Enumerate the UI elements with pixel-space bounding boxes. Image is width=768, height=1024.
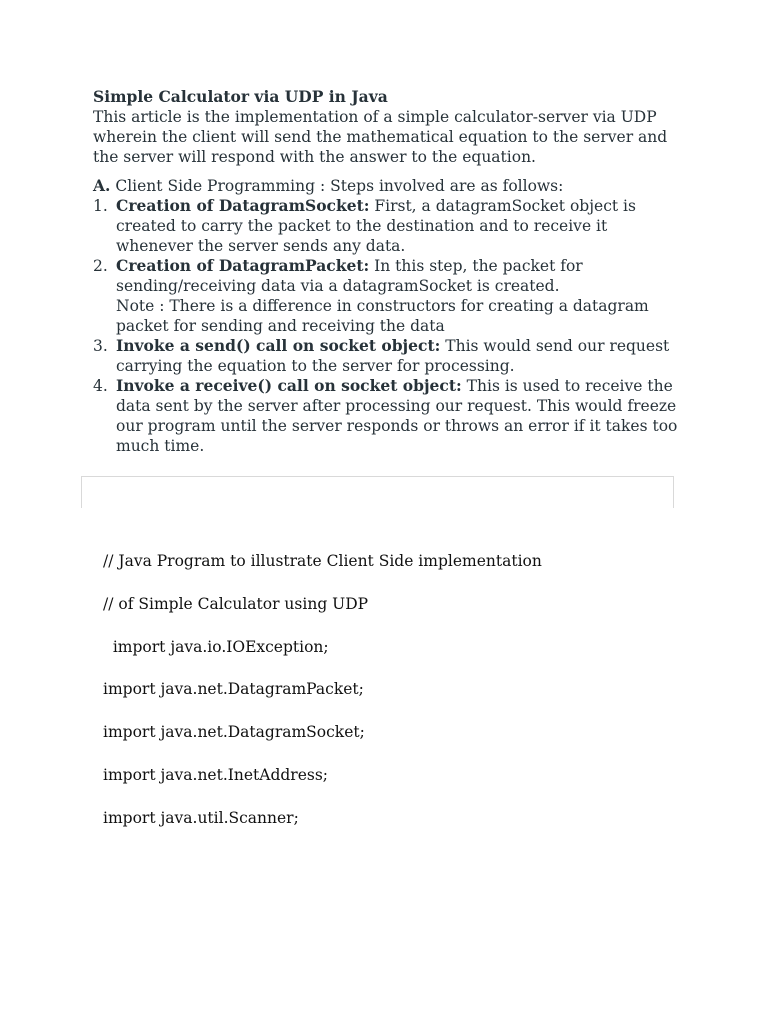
section-heading xyxy=(93,176,678,196)
step-text: First, a datagramSocket object is created to carry the packet to the destination and to receive it whenever the server sends any data. xyxy=(116,197,636,255)
code-line: import java.io.IOException; xyxy=(103,637,329,656)
step-text: This is used to receive the data sent by the server after processing our request. This would freeze our program until the server responds or throws an error if it takes too much time. xyxy=(116,377,678,455)
list-item xyxy=(93,196,678,256)
step-title: Invoke a send() call on socket object: xyxy=(116,336,441,355)
step-title: Invoke a receive() call on socket object: xyxy=(116,376,462,395)
code-line: import java.net.InetAddress; xyxy=(103,765,329,784)
article-title: Simple Calculator via UDP in Java xyxy=(93,87,388,106)
code-line: // Java Program to illustrate Client Side implementation xyxy=(103,552,542,570)
code-frame xyxy=(81,476,674,508)
steps-list xyxy=(93,196,678,456)
code-line: import java.util.Scanner; xyxy=(103,808,299,827)
code-block xyxy=(103,551,703,851)
code-line: import java.net.DatagramPacket; xyxy=(103,680,364,699)
step-title: Creation of DatagramSocket: xyxy=(116,196,370,215)
step-number: 4. xyxy=(93,377,108,395)
step-note: Note : There is a difference in constructors for creating a datagram packet for sending and receiving the data xyxy=(116,297,649,335)
section-letter: A. xyxy=(93,176,111,195)
list-item xyxy=(93,376,678,456)
list-item xyxy=(93,336,678,376)
step-text: In this step, the packet for sending/receiving data via a datagramSocket is created. xyxy=(116,257,583,295)
code-line: // of Simple Calculator using UDP xyxy=(103,594,369,613)
step-title: Creation of DatagramPacket: xyxy=(116,256,370,275)
list-item xyxy=(93,256,678,336)
article-intro: This article is the implementation of a simple calculator-server via UDP wherein the client will send the mathematical equation to the server and the server will respond with the answer to the equation. xyxy=(93,108,668,166)
step-number: 2. xyxy=(93,257,108,275)
step-text: This would send our request carrying the equation to the server for processing. xyxy=(116,337,670,375)
step-number: 3. xyxy=(93,337,108,355)
section-text: Client Side Programming : Steps involved are as follows: xyxy=(110,177,564,195)
article xyxy=(93,87,678,456)
code-line: import java.net.DatagramSocket; xyxy=(103,723,365,742)
step-number: 1. xyxy=(93,197,108,215)
